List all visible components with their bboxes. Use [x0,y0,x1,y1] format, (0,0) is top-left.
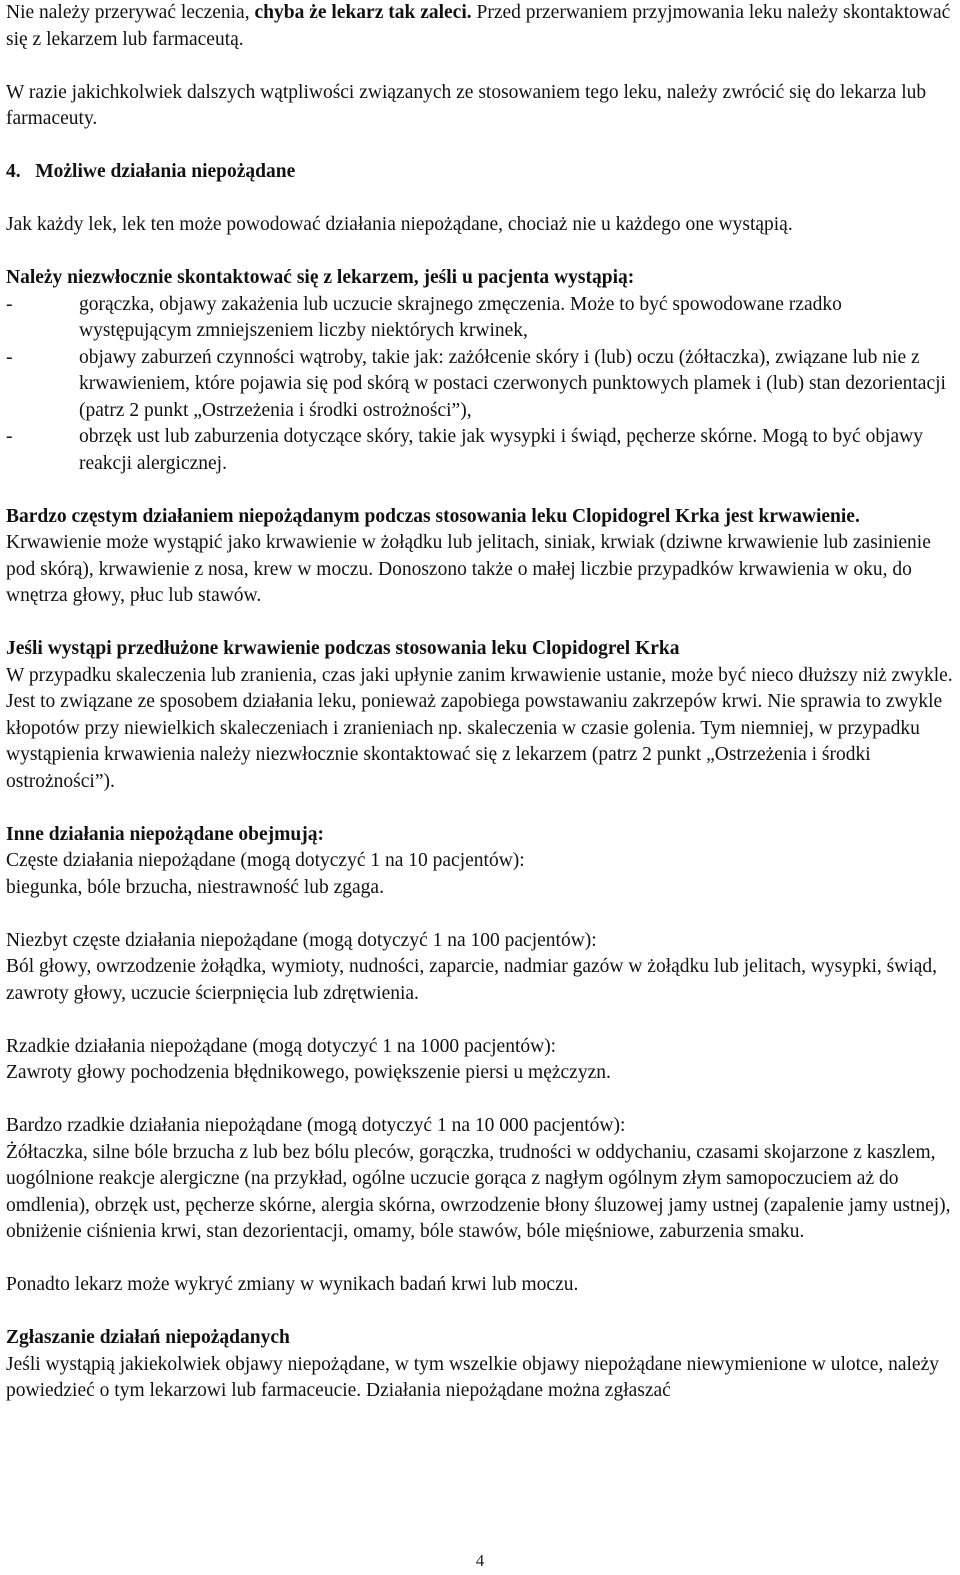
page-number: 4 [475,1551,485,1570]
urgent-heading: Należy niezwłocznie skontaktować się z lekarzem, jeśli u pacjenta wystąpią: [6,267,635,288]
very-rare-text: Żółtaczka, silne bóle brzucha z lub bez bólu pleców, gorączka, trudności w oddychaniu, czasami skojarzone z kaszlem, uogólnione reakcje alergiczne (na przykład, ogólne uczucie gorąca z nagłym ogólnym złym samopoczuciem aż do omdlenia), obrzęk ust, pęcherze skórne, alergia skórna, owrzodzenie błony śluzowej jamy ustnej (zapalenie jamy ustnej), obniżenie ciśnienia krwi, stan dezorientacji, omamy, bóle stawów, bóle mięśniowe, zaburzenia smaku. [6,1141,951,1242]
uncommon-label: Niezbyt częste działania niepożądane (mogą dotyczyć 1 na 100 pacjentów): [6,929,597,951]
intro-bold-a: Nie należy przerywać leczenia, [6,2,250,23]
section-intro: Jak każdy lek, lek ten może powodować działania niepożądane, chociaż nie u każdego one wystąpią. [6,214,793,235]
list-dash: - [6,293,13,315]
common-text: biegunka, bóle brzucha, niestrawność lub zgaga. [6,876,384,898]
leaflet-page [6,0,954,1405]
common-label: Częste działania niepożądane (mogą dotyczyć 1 na 10 pacjentów): [6,850,525,871]
urgent-list [6,292,954,478]
rare-text: Zawroty głowy pochodzenia błędnikowego, powiększenie piersi u mężczyzn. [6,1062,611,1083]
rare-label: Rzadkie działania niepożądane (mogą dotyczyć 1 na 1000 pacjentów): [6,1035,557,1057]
questions-paragraph: W razie jakichkolwiek dalszych wątpliwości związanych ze stosowaniem tego leku, należy zwrócić się do lekarza lub farmaceuty. [6,81,927,129]
intro-bold-b: chyba że lekarz tak zaleci. [249,2,472,23]
intro-paragraph [6,0,954,53]
intro-rest: Przed przerwaniem przyjmowania leku należy skontaktować się z lekarzem lub farmaceutą. [6,2,951,50]
reporting-text: Jeśli wystąpią jakiekolwiek objawy niepożądane, w tym wszelkie objawy niepożądane niewymienione w ulotce, należy powiedzieć o tym lekarzowi lub farmaceucie. Działania niepożądane można zgłaszać [6,1353,939,1401]
very-rare-label: Bardzo rzadkie działania niepożądane (mogą dotyczyć 1 na 10 000 pacjentów): [6,1115,626,1136]
lab-note: Ponadto lekarz może wykryć zmiany w wynikach badań krwi lub moczu. [6,1274,579,1295]
bleeding-text: Krwawienie może wystąpić jako krwawienie w żołądku lub jelitach, siniak, krwiak (dziwne krwawienie lub zasinienie pod skórą), krwawienie z nosa, krew w moczu. Donoszono także o małej liczbie przypadków krwawienia w oku, do wnętrza głowy, płuc lub stawów. [6,532,931,606]
bleeding-heading: Bardzo częstym działaniem niepożądanym podczas stosowania leku Clopidogrel Krka jest krwawienie. [6,505,860,527]
section-heading: 4. Możliwe działania niepożądane [6,161,296,182]
list-dash: - [6,346,13,368]
other-effects-heading: Inne działania niepożądane obejmują: [6,823,324,845]
list-item: - obrzęk ust lub zaburzenia dotyczące skóry, takie jak wysypki i świąd, pęcherze skórne. Mogą to być objawy reakcji alergicznej. [6,426,923,474]
prolonged-bleeding-heading: Jeśli wystąpi przedłużone krwawienie podczas stosowania leku Clopidogrel Krka [6,638,680,659]
reporting-heading: Zgłaszanie działań niepożądanych [6,1327,290,1348]
list-dash: - [6,426,13,447]
list-item: - gorączka, objawy zakażenia lub uczucie skrajnego zmęczenia. Może to być spowodowane rzadko występującym zmniejszeniem liczby niektórych krwinek, [6,293,842,341]
prolonged-bleeding-text: W przypadku skaleczenia lub zranienia, czas jaki upłynie zanim krwawienie ustanie, może być nieco dłuższy niż zwykle. Jest to związane ze sposobem działania leku, ponieważ zapobiega powstawaniu zakrzepów krwi. Nie sprawia to zwykle kłopotów przy niewielkich skaleczeniach i zranieniach np. skaleczenia w czasie golenia. Tym niemniej, w przypadku wystąpienia krwawienia należy niezwłocznie skontaktować się z lekarzem (patrz 2 punkt „Ostrzeżenia i środki ostrożności”). [6,664,953,792]
uncommon-text: Ból głowy, owrzodzenie żołądka, wymioty, nudności, zaparcie, nadmiar gazów w żołądku lub jelitach, wysypki, świąd, zawroty głowy, uczucie ścierpnięcia lub zdrętwienia. [6,956,938,1004]
list-item: - objawy zaburzeń czynności wątroby, takie jak: zażółcenie skóry i (lub) oczu (żółtaczka), związane lub nie z krwawieniem, które pojawia się pod skórą w postaci czerwonych punktowych plamek i (lub) stan dezorientacji (patrz 2 punkt „Ostrzeżenia i środki ostrożności”), [6,346,946,421]
